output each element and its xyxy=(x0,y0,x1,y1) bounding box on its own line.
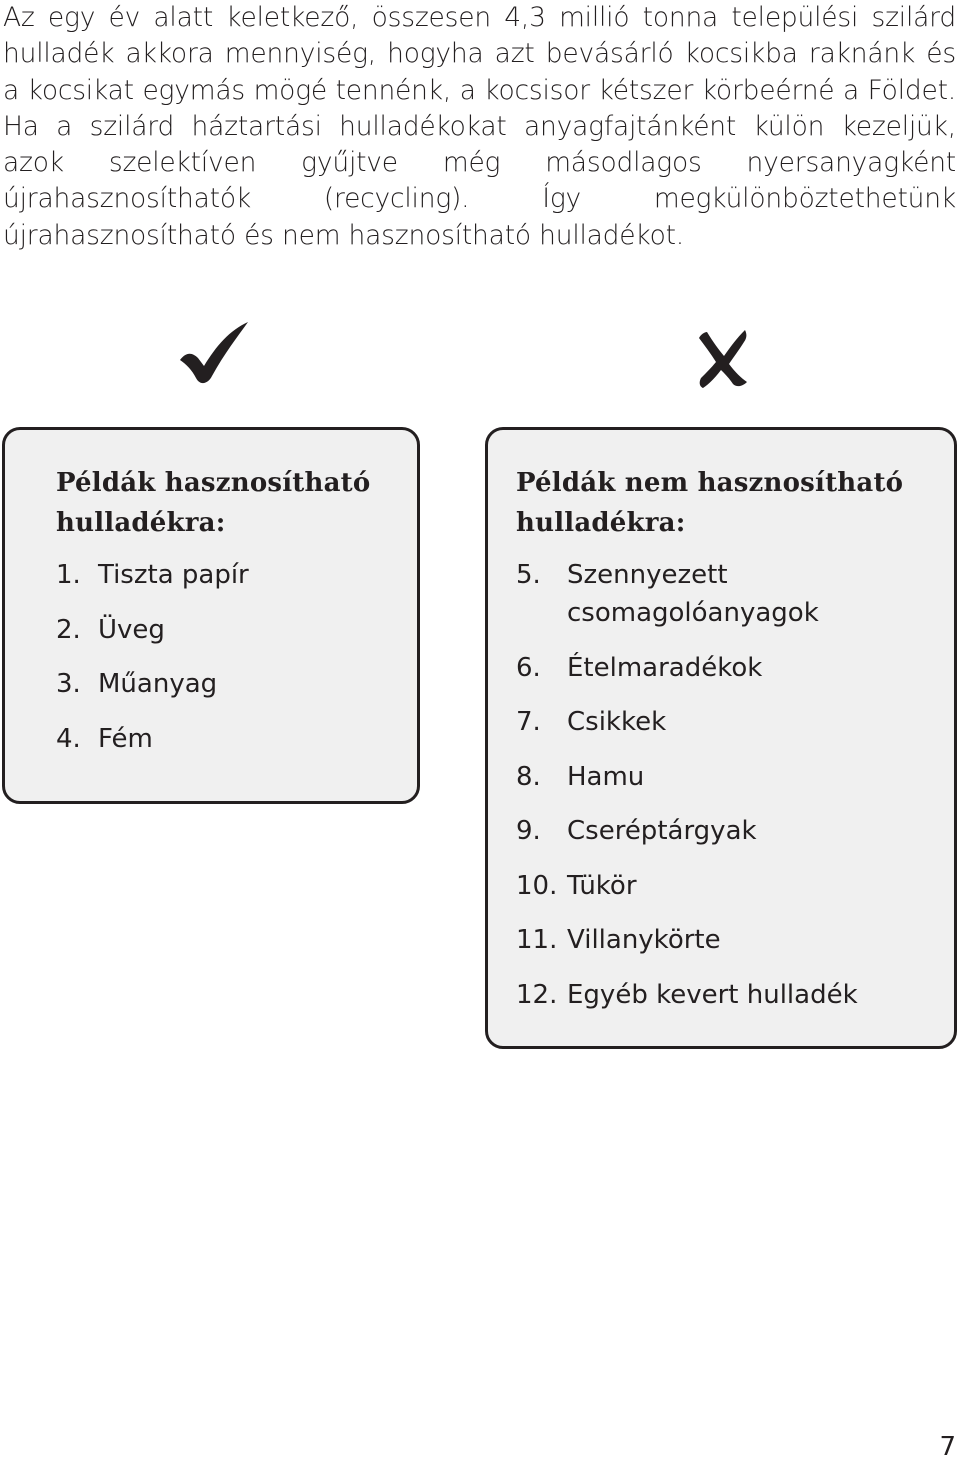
list-item-text: Csikkek xyxy=(567,707,667,737)
list-item-number: 10. xyxy=(516,870,558,901)
list-item-number: 11. xyxy=(516,925,558,955)
list-item-number: 6. xyxy=(516,652,541,683)
list-item-text: Szennyezett csomagolóanyagok xyxy=(567,560,819,628)
list-item-text: Egyéb kevert hulladék xyxy=(567,979,858,1010)
list-item-number: 8. xyxy=(516,761,541,792)
intro-paragraph: Az egy év alatt keletkező, összesen 4,3 millió tonna települési szilárd hulladék akkora mennyiség, hogyha azt bevásárló kocsikba raknánk és a kocsikat egymás mögé tennénk, a kocsisor kétszer körbeérné a Földet. Ha a szilárd háztartási hulladékokat anyagfajtánként külön kezeljük, azok szelektíven gyűjtve még másodlagos nyersanyagként újrahasznosíthatók (recycling). Így megkülönböztethetünk újrahasznosítható és nem hasznosítható hulladékot. xyxy=(3,2,956,251)
list-item xyxy=(516,649,946,687)
list-item-text: Villanykörte xyxy=(567,925,721,955)
list-item xyxy=(516,976,946,1014)
checkmark-icon xyxy=(178,322,250,386)
recyclable-title: Példák hasznosítható hulladékra: xyxy=(56,468,371,538)
list-item-text: Cseréptárgyak xyxy=(567,816,757,846)
list-item-text: Hamu xyxy=(567,761,645,792)
list-item-text: Tükör xyxy=(567,870,637,901)
list-item-number: 4. xyxy=(56,723,81,754)
list-item-text: Műanyag xyxy=(98,669,218,699)
non-recyclable-title: Példák nem hasznosítható hulladékra: xyxy=(516,468,904,538)
list-item xyxy=(516,921,946,959)
recyclable-list xyxy=(56,556,406,774)
list-item xyxy=(56,720,406,758)
list-item-number: 5. xyxy=(516,560,541,590)
list-item-number: 1. xyxy=(56,560,81,590)
list-item xyxy=(516,556,946,632)
list-item-text: Ételmaradékok xyxy=(567,652,763,683)
list-item-text: Üveg xyxy=(98,614,165,645)
list-item-text: Fém xyxy=(98,723,153,754)
list-item xyxy=(516,812,946,850)
non-recyclable-box xyxy=(485,427,957,1049)
list-item xyxy=(56,611,406,649)
list-item xyxy=(56,556,406,594)
list-item xyxy=(516,867,946,905)
list-item-text: Tiszta papír xyxy=(98,560,249,590)
non-recyclable-list xyxy=(516,556,946,1030)
list-item xyxy=(56,665,406,703)
list-item xyxy=(516,758,946,796)
list-item-number: 12. xyxy=(516,979,558,1010)
page-number: 7 xyxy=(939,1432,956,1462)
list-item xyxy=(516,703,946,741)
list-item-number: 2. xyxy=(56,614,81,645)
list-item-number: 9. xyxy=(516,816,541,846)
recyclable-box xyxy=(2,427,420,804)
cross-icon xyxy=(697,328,749,390)
list-item-number: 7. xyxy=(516,707,541,737)
list-item-number: 3. xyxy=(56,669,81,699)
